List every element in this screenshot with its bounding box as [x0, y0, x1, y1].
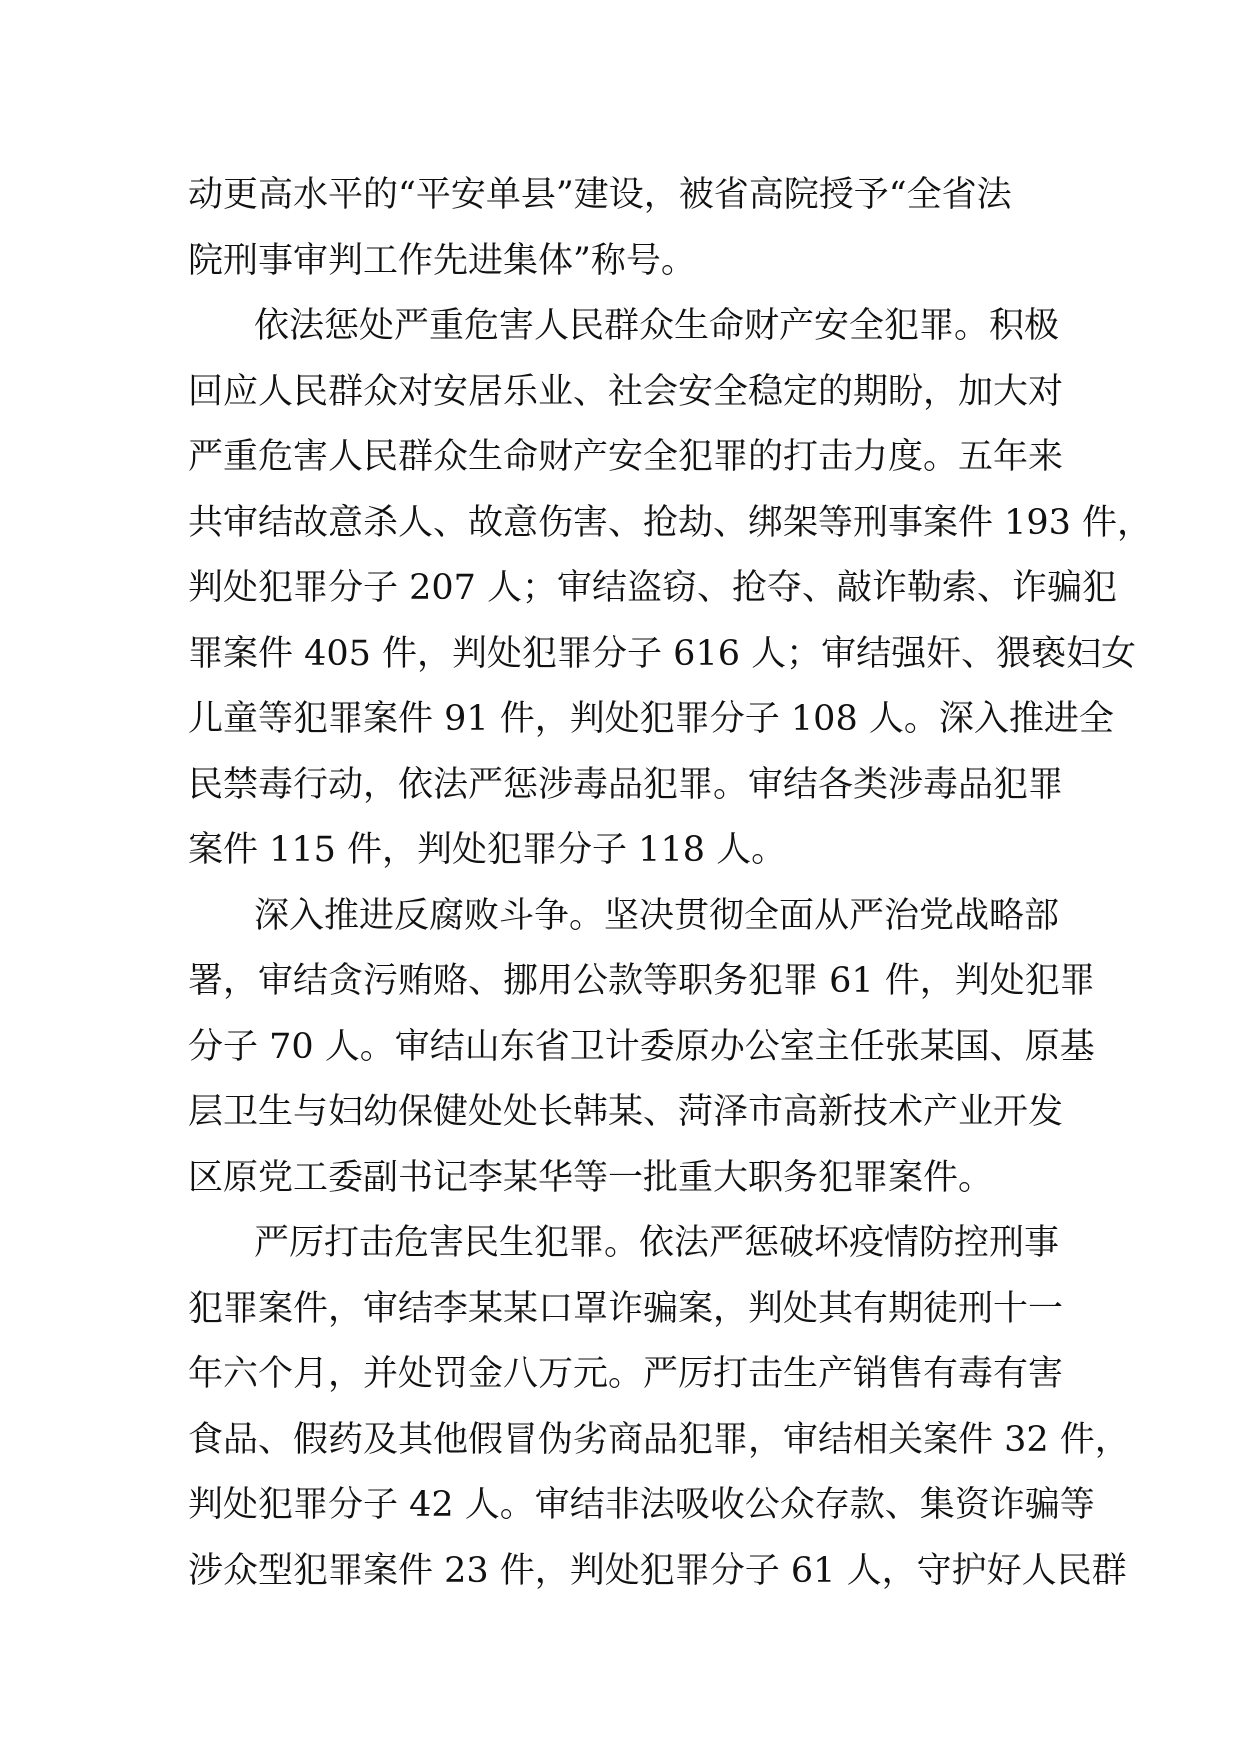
text-line: 犯罪案件，审结李某某口罩诈骗案，判处其有期徒刑十一 [188, 1288, 1064, 1329]
text-line: 涉众型犯罪案件 23 件，判处犯罪分子 61 人，守护好人民群 [188, 1550, 1127, 1591]
text-line: 共审结故意杀人、故意伤害、抢劫、绑架等刑事案件 193 件， [188, 502, 1153, 543]
text-line: 署，审结贪污贿赂、挪用公款等职务犯罪 61 件，判处犯罪 [188, 961, 1095, 1001]
text-line: 严重危害人民群众生命财产安全犯罪的打击力度。五年来 [188, 437, 1064, 477]
document-body [188, 163, 1153, 1604]
text-line: 判处犯罪分子 42 人。审结非法吸收公众存款、集资诈骗等 [188, 1485, 1095, 1525]
paragraph-start-line: 严厉打击危害民生犯罪。依法严惩破坏疫情防控刑事 [254, 1223, 1060, 1263]
text-line: 罪案件 405 件，判处犯罪分子 616 人；审结强奸、猥亵妇女 [188, 633, 1137, 674]
text-line: 院刑事审判工作先进集体”称号。 [188, 240, 696, 281]
text-line: 分子 70 人。审结山东省卫计委原办公室主任张某国、原基 [188, 1026, 1095, 1067]
text-line: 层卫生与妇幼保健处处长韩某、菏泽市高新技术产业开发 [188, 1092, 1064, 1132]
paragraph-start-line: 依法惩处严重危害人民群众生命财产安全犯罪。积极 [254, 306, 1060, 346]
text-line: 动更高水平的“平安单县”建设，被省高院授予“全省法 [188, 175, 1012, 215]
paragraph-start-line: 深入推进反腐败斗争。坚决贯彻全面从严治党战略部 [254, 895, 1060, 936]
text-line: 判处犯罪分子 207 人；审结盗窃、抢夺、敲诈勒索、诈骗犯 [188, 568, 1118, 608]
text-line: 回应人民群众对安居乐业、社会安全稳定的期盼，加大对 [188, 371, 1064, 412]
text-line: 民禁毒行动，依法严惩涉毒品犯罪。审结各类涉毒品犯罪 [188, 764, 1064, 805]
text-line: 食品、假药及其他假冒伪劣商品犯罪，审结相关案件 32 件， [188, 1419, 1130, 1460]
text-line: 年六个月，并处罚金八万元。严厉打击生产销售有毒有害 [188, 1354, 1064, 1394]
text-line: 儿童等犯罪案件 91 件，判处犯罪分子 108 人。深入推进全 [188, 699, 1114, 739]
text-line: 区原党工委副书记李某华等一批重大职务犯罪案件。 [188, 1157, 994, 1198]
text-line: 案件 115 件，判处犯罪分子 118 人。 [188, 830, 787, 870]
